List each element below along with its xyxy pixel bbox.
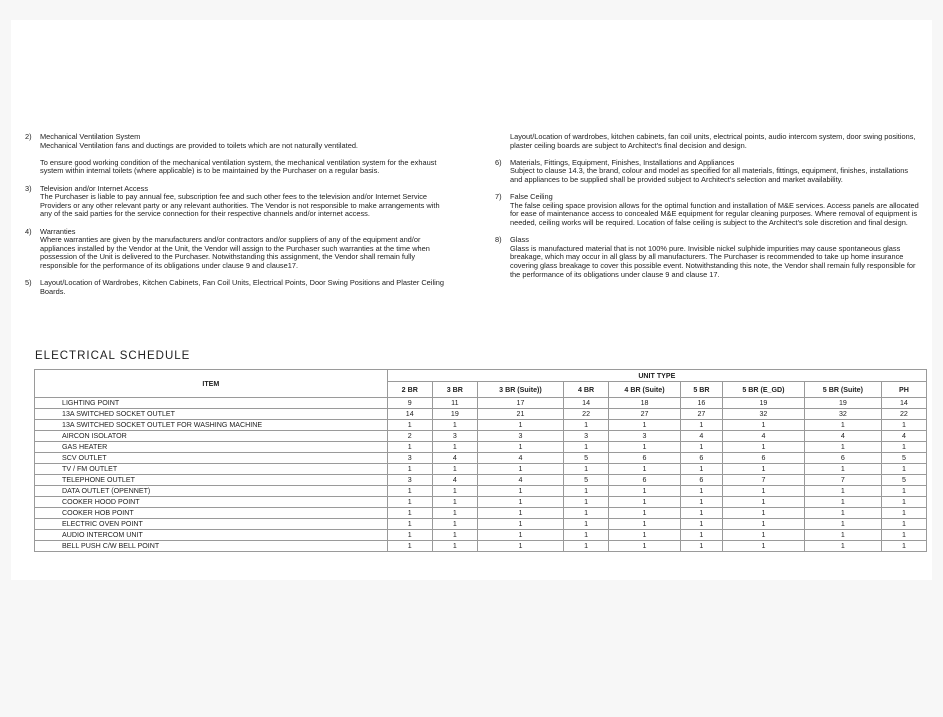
quantity-cell: 1	[881, 464, 926, 475]
quantity-cell: 4	[881, 431, 926, 442]
quantity-cell: 3	[432, 431, 477, 442]
quantity-cell: 1	[564, 420, 609, 431]
clause-paragraph: To ensure good working condition of the mechanical ventilation system, the mechanical ventilation system for the exhaust system within internal toilets (where applicable) is to be maintained by the Purchaser on a regular basis.	[40, 157, 437, 176]
quantity-cell: 1	[680, 541, 722, 552]
quantity-cell: 7	[722, 475, 804, 486]
clause-number: 2)	[25, 132, 32, 141]
quantity-cell: 6	[609, 475, 681, 486]
quantity-cell: 3	[477, 431, 563, 442]
quantity-cell: 1	[477, 530, 563, 541]
quantity-cell: 32	[722, 409, 804, 420]
quantity-cell: 27	[680, 409, 722, 420]
clause	[495, 193, 920, 227]
quantity-cell: 22	[564, 409, 609, 420]
table-row	[35, 420, 927, 431]
quantity-cell: 3	[387, 475, 432, 486]
quantity-cell: 1	[564, 486, 609, 497]
quantity-cell: 1	[432, 530, 477, 541]
document-page	[11, 20, 932, 580]
quantity-cell: 5	[881, 475, 926, 486]
table-row	[35, 453, 927, 464]
quantity-cell: 1	[881, 497, 926, 508]
quantity-cell: 1	[432, 464, 477, 475]
unit-type-header: UNIT TYPE	[387, 370, 926, 382]
item-cell: ELECTRIC OVEN POINT	[35, 519, 388, 530]
quantity-cell: 1	[881, 530, 926, 541]
quantity-cell: 14	[881, 398, 926, 409]
unit-type-column-header: 4 BR	[564, 382, 609, 398]
clause-block	[510, 236, 920, 279]
clause-body	[40, 279, 450, 296]
quantity-cell: 5	[564, 453, 609, 464]
quantity-cell: 1	[804, 464, 881, 475]
quantity-cell: 11	[432, 398, 477, 409]
quantity-cell: 19	[804, 398, 881, 409]
quantity-cell: 32	[804, 409, 881, 420]
clause-number: 8)	[495, 235, 502, 245]
clause	[25, 279, 450, 296]
unit-type-column-header: 5 BR	[680, 382, 722, 398]
quantity-cell: 1	[432, 442, 477, 453]
quantity-cell: 1	[722, 519, 804, 530]
quantity-cell: 1	[387, 464, 432, 475]
quantity-cell: 1	[564, 464, 609, 475]
table-row	[35, 530, 927, 541]
quantity-cell: 1	[722, 508, 804, 519]
quantity-cell: 1	[804, 497, 881, 508]
quantity-cell: 1	[722, 420, 804, 431]
quantity-cell: 1	[477, 486, 563, 497]
quantity-cell: 1	[881, 508, 926, 519]
clause-number: 3)	[25, 183, 32, 193]
quantity-cell: 1	[722, 541, 804, 552]
quantity-cell: 4	[432, 453, 477, 464]
quantity-cell: 1	[477, 442, 563, 453]
quantity-cell: 6	[804, 453, 881, 464]
item-cell: COOKER HOOD POINT	[35, 497, 388, 508]
quantity-cell: 1	[564, 541, 609, 552]
unit-type-column-header: 5 BR (Suite)	[804, 382, 881, 398]
quantity-cell: 1	[804, 530, 881, 541]
clause-block	[510, 159, 920, 185]
quantity-cell: 1	[609, 464, 681, 475]
quantity-cell: 1	[804, 420, 881, 431]
item-cell: DATA OUTLET (OPENNET)	[35, 486, 388, 497]
clause-paragraph: Subject to clause 14.3, the brand, colour and model as specified for all materials, fittings, equipment, finishes, installations and appliances to be supplied shall be provided subject to Architect's selection and market availability.	[510, 166, 909, 184]
quantity-cell: 1	[881, 420, 926, 431]
quantity-cell: 1	[609, 530, 681, 541]
quantity-cell: 1	[722, 530, 804, 541]
item-cell: AIRCON ISOLATOR	[35, 431, 388, 442]
item-header: ITEM	[35, 370, 388, 398]
clause-title: Mechanical Ventilation System	[40, 132, 141, 141]
clause-continuation	[495, 133, 920, 150]
item-cell: SCV OUTLET	[35, 453, 388, 464]
clause	[25, 185, 450, 219]
quantity-cell: 1	[564, 442, 609, 453]
unit-type-column-header: PH	[881, 382, 926, 398]
quantity-cell: 19	[722, 398, 804, 409]
clause-body	[510, 236, 920, 279]
quantity-cell: 1	[432, 541, 477, 552]
quantity-cell: 21	[477, 409, 563, 420]
unit-type-column-header: 2 BR	[387, 382, 432, 398]
continuation-text: Layout/Location of wardrobes, kitchen cabinets, fan coil units, electrical points, audio intercom system, door swing positions, plaster ceiling boards are subject to Architect's final decision and design.	[510, 132, 916, 150]
quantity-cell: 1	[609, 497, 681, 508]
quantity-cell: 1	[722, 486, 804, 497]
quantity-cell: 1	[680, 420, 722, 431]
clause-body	[510, 159, 920, 185]
quantity-cell: 1	[804, 486, 881, 497]
quantity-cell: 1	[881, 519, 926, 530]
quantity-cell: 1	[680, 519, 722, 530]
quantity-cell: 22	[881, 409, 926, 420]
unit-type-column-header: 3 BR (Suite))	[477, 382, 563, 398]
quantity-cell: 1	[477, 541, 563, 552]
clause-paragraph: Mechanical Ventilation fans and ductings are provided to toilets which are not naturally ventilated.	[40, 140, 358, 150]
item-cell: 13A SWITCHED SOCKET OUTLET	[35, 409, 388, 420]
right-column	[495, 133, 920, 288]
item-cell: TELEPHONE OUTLET	[35, 475, 388, 486]
quantity-cell: 2	[387, 431, 432, 442]
quantity-cell: 1	[432, 486, 477, 497]
item-cell: LIGHTING POINT	[35, 398, 388, 409]
quantity-cell: 3	[387, 453, 432, 464]
quantity-cell: 1	[722, 497, 804, 508]
clause-number: 4)	[25, 226, 32, 236]
clause-block	[40, 279, 450, 296]
clause-body	[40, 228, 450, 271]
quantity-cell: 1	[804, 519, 881, 530]
clause	[495, 159, 920, 185]
quantity-cell: 1	[387, 497, 432, 508]
table-row	[35, 519, 927, 530]
quantity-cell: 1	[432, 497, 477, 508]
clause-block	[40, 133, 450, 176]
clause-block	[510, 193, 920, 227]
quantity-cell: 4	[722, 431, 804, 442]
clause-number: 6)	[495, 157, 502, 167]
quantity-cell: 1	[432, 420, 477, 431]
quantity-cell: 3	[609, 431, 681, 442]
item-cell: COOKER HOB POINT	[35, 508, 388, 519]
clause-body	[40, 185, 450, 219]
clause-title: Materials, Fittings, Equipment, Finishes, Installations and Appliances	[510, 157, 735, 167]
quantity-cell: 5	[881, 453, 926, 464]
quantity-cell: 1	[564, 519, 609, 530]
electrical-schedule-table	[34, 369, 927, 552]
table-row	[35, 409, 927, 420]
item-cell: AUDIO INTERCOM UNIT	[35, 530, 388, 541]
table-row	[35, 398, 927, 409]
quantity-cell: 1	[609, 519, 681, 530]
quantity-cell: 1	[722, 464, 804, 475]
quantity-cell: 16	[680, 398, 722, 409]
quantity-cell: 1	[564, 508, 609, 519]
quantity-cell: 1	[387, 519, 432, 530]
schedule-body	[35, 398, 927, 552]
clause-number: 5)	[25, 278, 32, 288]
quantity-cell: 1	[564, 497, 609, 508]
quantity-cell: 19	[432, 409, 477, 420]
quantity-cell: 1	[477, 508, 563, 519]
quantity-cell: 1	[387, 442, 432, 453]
quantity-cell: 1	[881, 486, 926, 497]
quantity-cell: 27	[609, 409, 681, 420]
unit-type-column-header: 5 BR (E_GD)	[722, 382, 804, 398]
quantity-cell: 7	[804, 475, 881, 486]
clause-number: 7)	[495, 192, 502, 202]
schedule-title: ELECTRICAL SCHEDULE	[35, 350, 191, 362]
clause-title: Television and/or Internet Access	[40, 183, 149, 193]
clause-paragraph: The Purchaser is liable to pay annual fee, subscription fee and such other fees to the television and/or Internet Service Providers or any other relevant party or any relevant authorities. The Vendor is not responsible to make arrangements with any of the said parties for the service connection for their respective channels and/or internet access.	[40, 192, 440, 219]
quantity-cell: 1	[387, 508, 432, 519]
quantity-cell: 1	[387, 420, 432, 431]
quantity-cell: 1	[609, 541, 681, 552]
quantity-cell: 5	[564, 475, 609, 486]
quantity-cell: 6	[680, 475, 722, 486]
clause-block	[40, 185, 450, 219]
item-cell: BELL PUSH C/W BELL POINT	[35, 541, 388, 552]
clause-paragraph: The false ceiling space provision allows for the optimal function and installation of M&E services. Access panels are allocated for ease of maintenance access to concealed M&E equipment for regular cleaning purposes. Where removal of equipment is needed, ceiling works will be required. Location of false ceiling is subject to the Architect's sole discretion and final design.	[510, 200, 919, 227]
item-cell: GAS HEATER	[35, 442, 388, 453]
table-row	[35, 541, 927, 552]
quantity-cell: 1	[609, 486, 681, 497]
table-row	[35, 442, 927, 453]
clause-paragraph: Glass is manufactured material that is not 100% pure. Invisible nickel sulphide impurities may cause spontaneous glass breakage, which may occur in all glass by all manufacturers. The Purchaser is recommended to take up home insurance covering glass breakage to cover this possible event. Notwithstanding this note, the Vendor shall remain fully responsible for the performance of its obligations under clause 9 and clause 17.	[510, 243, 916, 279]
quantity-cell: 1	[387, 530, 432, 541]
quantity-cell: 1	[387, 541, 432, 552]
table-row	[35, 497, 927, 508]
quantity-cell: 4	[432, 475, 477, 486]
quantity-cell: 1	[680, 464, 722, 475]
clause-title: Warranties	[40, 226, 76, 236]
clause-title: False Ceiling	[510, 192, 553, 202]
quantity-cell: 1	[609, 508, 681, 519]
clause	[25, 228, 450, 271]
quantity-cell: 1	[680, 486, 722, 497]
quantity-cell: 4	[477, 475, 563, 486]
quantity-cell: 6	[609, 453, 681, 464]
clause-title: Glass	[510, 235, 529, 245]
quantity-cell: 6	[722, 453, 804, 464]
quantity-cell: 1	[477, 519, 563, 530]
quantity-cell: 9	[387, 398, 432, 409]
unit-type-column-header: 3 BR	[432, 382, 477, 398]
quantity-cell: 1	[432, 519, 477, 530]
quantity-cell: 1	[477, 464, 563, 475]
table-row	[35, 486, 927, 497]
clause	[495, 236, 920, 279]
quantity-cell: 17	[477, 398, 563, 409]
table-header-row	[35, 370, 927, 382]
clause-title: Layout/Location of Wardrobes, Kitchen Cabinets, Fan Coil Units, Electrical Points, Door Swing Positions and Plaster Ceiling Boards.	[40, 278, 444, 296]
quantity-cell: 1	[680, 530, 722, 541]
table-row	[35, 431, 927, 442]
quantity-cell: 1	[722, 442, 804, 453]
clause-block	[40, 228, 450, 271]
quantity-cell: 18	[609, 398, 681, 409]
unit-type-column-header: 4 BR (Suite)	[609, 382, 681, 398]
clause-paragraph: Where warranties are given by the manufacturers and/or contractors and/or suppliers of any of the equipment and/or appliances installed by the Vendor at the Unit, the Vendor will assign to the Purchaser such warranties at the time when possession of the Unit is delivered to the Purchaser. Notwithstanding this assignment, the Vendor shall remain fully responsible for the performance of its obligations under clause 9 and clause17.	[40, 235, 430, 270]
quantity-cell: 1	[680, 508, 722, 519]
item-cell: 13A SWITCHED SOCKET OUTLET FOR WASHING MACHINE	[35, 420, 388, 431]
quantity-cell: 1	[680, 497, 722, 508]
quantity-cell: 1	[804, 442, 881, 453]
quantity-cell: 1	[477, 497, 563, 508]
left-column	[25, 133, 450, 305]
table-row	[35, 508, 927, 519]
quantity-cell: 6	[680, 453, 722, 464]
table-row	[35, 475, 927, 486]
clause-body	[40, 133, 450, 176]
quantity-cell: 1	[881, 442, 926, 453]
clause-body	[510, 193, 920, 227]
quantity-cell: 1	[609, 420, 681, 431]
quantity-cell: 1	[432, 508, 477, 519]
quantity-cell: 3	[564, 431, 609, 442]
quantity-cell: 1	[881, 541, 926, 552]
quantity-cell: 4	[477, 453, 563, 464]
quantity-cell: 1	[477, 420, 563, 431]
quantity-cell: 14	[564, 398, 609, 409]
quantity-cell: 4	[680, 431, 722, 442]
quantity-cell: 14	[387, 409, 432, 420]
quantity-cell: 1	[680, 442, 722, 453]
quantity-cell: 1	[609, 442, 681, 453]
clause	[25, 133, 450, 176]
quantity-cell: 1	[804, 541, 881, 552]
quantity-cell: 1	[804, 508, 881, 519]
table-row	[35, 464, 927, 475]
right-clauses	[495, 159, 920, 279]
quantity-cell: 1	[387, 486, 432, 497]
quantity-cell: 1	[564, 530, 609, 541]
quantity-cell: 4	[804, 431, 881, 442]
item-cell: TV / FM OUTLET	[35, 464, 388, 475]
